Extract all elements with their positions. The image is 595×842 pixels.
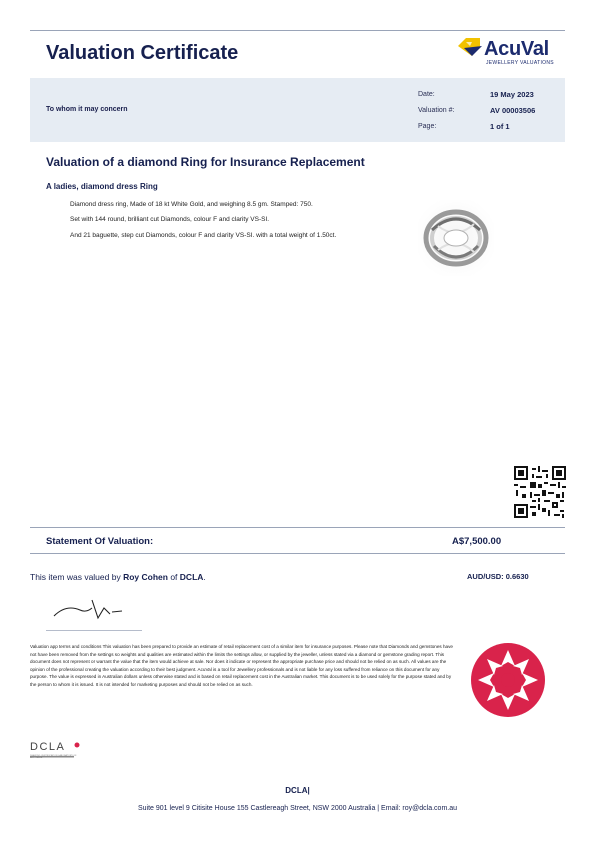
item-subheading: A ladies, diamond dress Ring — [46, 182, 158, 191]
valued-by-of: of — [170, 572, 178, 582]
ring-photo — [418, 200, 494, 276]
valuation-number-value: AV 00003506 — [490, 106, 536, 115]
description-line: And 21 baguette, step cut Diamonds, colour F and clarity VS-SI. with a total weight of 1.50ct. — [70, 232, 337, 239]
valuer-name: Roy Cohen — [123, 572, 168, 582]
valuer-company: DCLA — [179, 572, 204, 582]
logo-wordmark: AcuVal — [484, 38, 549, 60]
addressee: To whom it may concern — [46, 106, 128, 113]
dcla-small-wordmark: DCLA — [30, 741, 66, 753]
certificate-title: Valuation Certificate — [46, 42, 239, 64]
signature — [46, 594, 142, 624]
dcla-emblem-logo — [468, 640, 548, 720]
page-label: Page: — [418, 123, 437, 130]
date-value: 19 May 2023 — [490, 90, 534, 99]
exchange-rate: AUD/USD: 0.6630 — [467, 572, 529, 581]
top-divider — [30, 30, 565, 31]
dcla-small-tagline: DIAMOND CERTIFICATION LABORATORY OF AUSTRALIA — [30, 755, 77, 759]
statement-label: Statement Of Valuation: — [46, 536, 154, 547]
date-label: Date: — [418, 91, 435, 98]
statement-top-divider — [30, 527, 565, 528]
signature-line — [46, 630, 142, 631]
valued-by-line — [30, 572, 206, 582]
description-line: Set with 144 round, brilliant cut Diamonds, colour F and clarity VS-SI. — [70, 216, 270, 223]
footer-company: DCLA| — [285, 786, 310, 795]
valuation-number-label: Valuation #: — [418, 107, 455, 114]
item-heading: Valuation of a diamond Ring for Insurance Replacement — [46, 155, 365, 169]
statement-bottom-divider — [30, 553, 565, 554]
statement-amount: A$7,500.00 — [452, 536, 502, 547]
page-value: 1 of 1 — [490, 122, 510, 131]
valued-by-suffix: . — [203, 572, 206, 582]
valued-by-prefix: This item was valued by — [30, 572, 121, 582]
qr-code — [514, 466, 566, 518]
terms-and-conditions: Valuation app terms and conditions This valuation has been prepared to provide an estimate of retail replacement cost of a similar item for insurance purposes. Please note that Diamonds and gemstones have not have been removed from the settings so weights and qualities are estimated within the limits the settings allow, or supplied by the jeweller, unless stated via a diamond or gemstone grading report. This document does not represent or warrant the value that the item would achieve at sale. Nor does it indicate or represent the appropriate purchase price and should not be relied on as such. All values are the opinion of the professional creating the valuation according to their best judgment. AcuVal is a tool for Jewellery professionals and is not liable for any loss suffered from reliance on this document for any purpose. The value is expressed in Australian dollars unless otherwise stated and is based on retail replacement cost in the Australian market. This document is to be used solely for the purpose stated and by the person to whom it is issued. It is not intended for marketing purposes and should not be relied on as such. — [30, 644, 453, 687]
logo-tagline: JEWELLERY VALUATIONS — [486, 60, 554, 66]
description-line: Diamond dress ring, Made of 18 kt White Gold, and weighing 8.5 gm. Stamped: 750. — [70, 201, 313, 208]
footer-address: Suite 901 level 9 Citisite House 155 Castlereagh Street, NSW 2000 Australia | Email: roy@dcla.com.au — [137, 805, 458, 812]
